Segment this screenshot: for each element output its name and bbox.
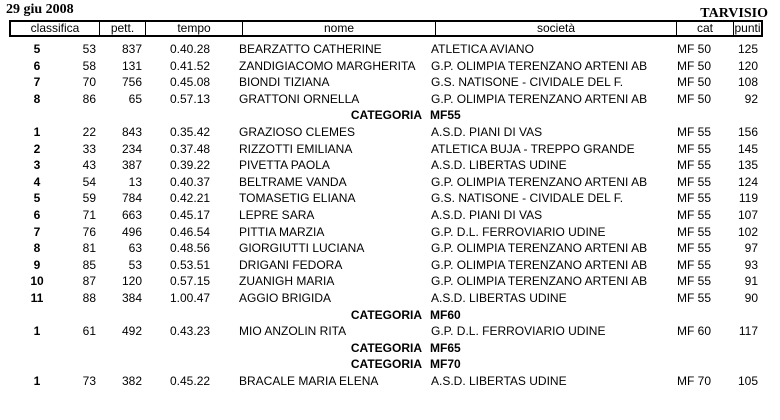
row-bib: 384 <box>121 291 142 305</box>
row-position: 3 <box>33 158 41 172</box>
row-category: MF 55 <box>677 258 712 272</box>
row-club: A.S.D. LIBERTAS UDINE <box>431 291 567 305</box>
row-points: 156 <box>737 125 758 139</box>
row-bib: 756 <box>121 75 142 89</box>
row-position: 8 <box>33 241 41 255</box>
row-name: GRAZIOSO CLEMES <box>239 125 356 139</box>
row-bib: 663 <box>121 208 142 222</box>
row-overall-rank: 88 <box>82 291 96 305</box>
category-row <box>0 356 780 372</box>
row-points: 90 <box>744 291 758 305</box>
row-overall-rank: 70 <box>82 75 96 89</box>
category-value: MF65 <box>430 341 461 355</box>
table-row <box>0 273 780 289</box>
row-name: GRATTONI ORNELLA <box>239 92 360 106</box>
row-time: 0.37.48 <box>170 142 211 156</box>
row-position: 2 <box>33 142 41 156</box>
row-points: 125 <box>737 42 758 56</box>
row-name: DRIGANI FEDORA <box>239 258 343 272</box>
row-category: MF 55 <box>677 291 712 305</box>
table-row <box>0 224 780 240</box>
row-time: 0.57.15 <box>170 274 211 288</box>
row-category: MF 55 <box>677 125 712 139</box>
row-club: G.P. OLIMPIA TERENZANO ARTENI AB <box>431 175 648 189</box>
row-bib: 784 <box>121 191 142 205</box>
row-time: 0.48.56 <box>170 241 211 255</box>
row-bib: 63 <box>128 241 142 255</box>
category-row <box>0 107 780 123</box>
row-club: G.P. OLIMPIA TERENZANO ARTENI AB <box>431 92 648 106</box>
row-time: 0.41.52 <box>170 59 211 73</box>
row-category: MF 55 <box>677 175 712 189</box>
row-category: MF 50 <box>677 59 712 73</box>
table-row <box>0 257 780 273</box>
row-overall-rank: 58 <box>82 59 96 73</box>
row-name: RIZZOTTI EMILIANA <box>239 142 353 156</box>
row-time: 0.35.42 <box>170 125 211 139</box>
table-row <box>0 290 780 306</box>
row-position: 7 <box>33 225 41 239</box>
row-points: 91 <box>744 274 758 288</box>
col-societa: società <box>436 22 677 35</box>
row-position: 7 <box>33 75 41 89</box>
row-points: 93 <box>744 258 758 272</box>
row-club: G.S. NATISONE - CIVIDALE DEL F. <box>431 75 624 89</box>
table-row <box>0 91 780 107</box>
table-header <box>9 20 763 37</box>
row-position: 1 <box>33 125 41 139</box>
row-club: G.P. OLIMPIA TERENZANO ARTENI AB <box>431 59 648 73</box>
row-name: BRACALE MARIA ELENA <box>239 374 379 388</box>
row-points: 105 <box>737 374 758 388</box>
row-name: BELTRAME VANDA <box>239 175 347 189</box>
row-position: 5 <box>33 191 41 205</box>
row-category: MF 55 <box>677 158 712 172</box>
table-row <box>0 207 780 223</box>
row-overall-rank: 33 <box>82 142 96 156</box>
row-time: 0.42.21 <box>170 191 211 205</box>
row-bib: 382 <box>121 374 142 388</box>
row-time: 0.57.13 <box>170 92 211 106</box>
table-row <box>0 141 780 157</box>
table-row <box>0 41 780 57</box>
category-label: CATEGORIA <box>350 308 422 322</box>
category-label: CATEGORIA <box>350 341 422 355</box>
row-club: ATLETICA BUJA - TREPPO GRANDE <box>431 142 635 156</box>
table-row <box>0 124 780 140</box>
table-row <box>0 323 780 339</box>
row-club: A.S.D. LIBERTAS UDINE <box>431 374 567 388</box>
row-bib: 65 <box>128 92 142 106</box>
row-points: 102 <box>737 225 758 239</box>
category-row <box>0 340 780 356</box>
category-label: CATEGORIA <box>350 108 422 122</box>
row-overall-rank: 59 <box>82 191 96 205</box>
row-bib: 53 <box>128 258 142 272</box>
col-cat: cat <box>677 22 734 35</box>
row-club: G.P. OLIMPIA TERENZANO ARTENI AB <box>431 241 648 255</box>
page-header <box>6 2 768 21</box>
row-category: MF 55 <box>677 191 712 205</box>
row-position: 8 <box>33 92 41 106</box>
row-bib: 492 <box>121 324 142 338</box>
table-row <box>0 240 780 256</box>
row-name: BIONDI TIZIANA <box>239 75 330 89</box>
row-position: 1 <box>33 374 41 388</box>
row-overall-rank: 71 <box>82 208 96 222</box>
table-row <box>0 157 780 173</box>
row-points: 97 <box>744 241 758 255</box>
row-overall-rank: 22 <box>82 125 96 139</box>
row-position: 9 <box>33 258 41 272</box>
row-club: A.S.D. PIANI DI VAS <box>431 125 543 139</box>
row-overall-rank: 43 <box>82 158 96 172</box>
row-position: 5 <box>33 42 41 56</box>
row-category: MF 60 <box>677 324 712 338</box>
col-punti: punti <box>734 21 761 35</box>
category-value: MF55 <box>430 108 461 122</box>
category-value: MF60 <box>430 308 461 322</box>
col-nome: nome <box>243 22 436 35</box>
row-points: 135 <box>737 158 758 172</box>
row-time: 0.43.23 <box>170 324 211 338</box>
table-row <box>0 58 780 74</box>
row-points: 107 <box>737 208 758 222</box>
row-bib: 496 <box>121 225 142 239</box>
row-overall-rank: 81 <box>82 241 96 255</box>
row-name: BEARZATTO CATHERINE <box>239 42 382 56</box>
row-time: 0.45.17 <box>170 208 211 222</box>
table-row <box>0 190 780 206</box>
row-overall-rank: 73 <box>82 374 96 388</box>
row-overall-rank: 76 <box>82 225 96 239</box>
category-label: CATEGORIA <box>350 357 422 371</box>
row-bib: 131 <box>121 59 142 73</box>
row-position: 11 <box>30 291 44 305</box>
row-club: ATLETICA AVIANO <box>431 42 534 56</box>
row-points: 108 <box>737 75 758 89</box>
col-tempo: tempo <box>146 22 243 35</box>
table-row <box>0 174 780 190</box>
row-time: 0.40.37 <box>170 175 211 189</box>
row-category: MF 50 <box>677 42 712 56</box>
row-points: 145 <box>737 142 758 156</box>
row-position: 1 <box>33 324 41 338</box>
row-name: PITTIA MARZIA <box>239 225 325 239</box>
table-row <box>0 74 780 90</box>
row-position: 6 <box>33 59 41 73</box>
row-position: 4 <box>33 175 41 189</box>
row-name: AGGIO BRIGIDA <box>239 291 332 305</box>
row-position: 10 <box>30 274 44 288</box>
row-overall-rank: 53 <box>82 42 96 56</box>
row-club: G.P. D.L. FERROVIARIO UDINE <box>431 324 606 338</box>
row-name: PIVETTA PAOLA <box>239 158 330 172</box>
row-club: G.P. OLIMPIA TERENZANO ARTENI AB <box>431 258 648 272</box>
row-category: MF 50 <box>677 75 712 89</box>
category-row <box>0 307 780 323</box>
race-location: TARVISIO <box>700 6 768 21</box>
row-overall-rank: 85 <box>82 258 96 272</box>
row-points: 92 <box>744 92 758 106</box>
row-time: 0.40.28 <box>170 42 211 56</box>
row-overall-rank: 87 <box>82 274 96 288</box>
col-classifica: classifica <box>11 22 100 35</box>
row-club: A.S.D. LIBERTAS UDINE <box>431 158 567 172</box>
row-category: MF 55 <box>677 142 712 156</box>
row-overall-rank: 54 <box>82 175 96 189</box>
row-club: G.S. NATISONE - CIVIDALE DEL F. <box>431 191 624 205</box>
row-points: 124 <box>737 175 758 189</box>
row-name: ZANDIGIACOMO MARGHERITA <box>239 59 416 73</box>
row-points: 117 <box>738 324 758 338</box>
row-name: GIORGIUTTI LUCIANA <box>239 241 365 255</box>
row-category: MF 55 <box>677 225 712 239</box>
row-name: ZUANIGH MARIA <box>239 274 335 288</box>
row-club: A.S.D. PIANI DI VAS <box>431 208 543 222</box>
row-category: MF 50 <box>677 92 712 106</box>
row-time: 0.45.22 <box>170 374 211 388</box>
row-club: G.P. OLIMPIA TERENZANO ARTENI AB <box>431 274 648 288</box>
row-time: 0.45.08 <box>170 75 211 89</box>
category-value: MF70 <box>430 357 461 371</box>
row-name: LEPRE SARA <box>239 208 315 222</box>
table-row <box>0 373 780 389</box>
col-pett: pett. <box>100 22 146 35</box>
row-club: G.P. D.L. FERROVIARIO UDINE <box>431 225 606 239</box>
row-category: MF 55 <box>677 241 712 255</box>
row-time: 0.46.54 <box>170 225 211 239</box>
row-category: MF 55 <box>677 208 712 222</box>
row-bib: 843 <box>121 125 142 139</box>
row-position: 6 <box>33 208 41 222</box>
row-bib: 234 <box>121 142 142 156</box>
row-name: TOMASETIG ELIANA <box>239 191 356 205</box>
row-time: 1.00.47 <box>170 291 211 305</box>
row-time: 0.53.51 <box>170 258 211 272</box>
row-category: MF 55 <box>677 274 712 288</box>
row-category: MF 70 <box>677 374 712 388</box>
row-bib: 387 <box>121 158 142 172</box>
row-points: 120 <box>737 59 758 73</box>
row-bib: 837 <box>121 42 142 56</box>
row-time: 0.39.22 <box>170 158 211 172</box>
row-bib: 13 <box>128 175 142 189</box>
row-points: 119 <box>738 191 758 205</box>
row-bib: 120 <box>121 274 142 288</box>
row-name: MIO ANZOLIN RITA <box>239 324 347 338</box>
row-overall-rank: 86 <box>82 92 96 106</box>
race-date: 29 giu 2008 <box>6 2 74 17</box>
row-overall-rank: 61 <box>82 324 96 338</box>
